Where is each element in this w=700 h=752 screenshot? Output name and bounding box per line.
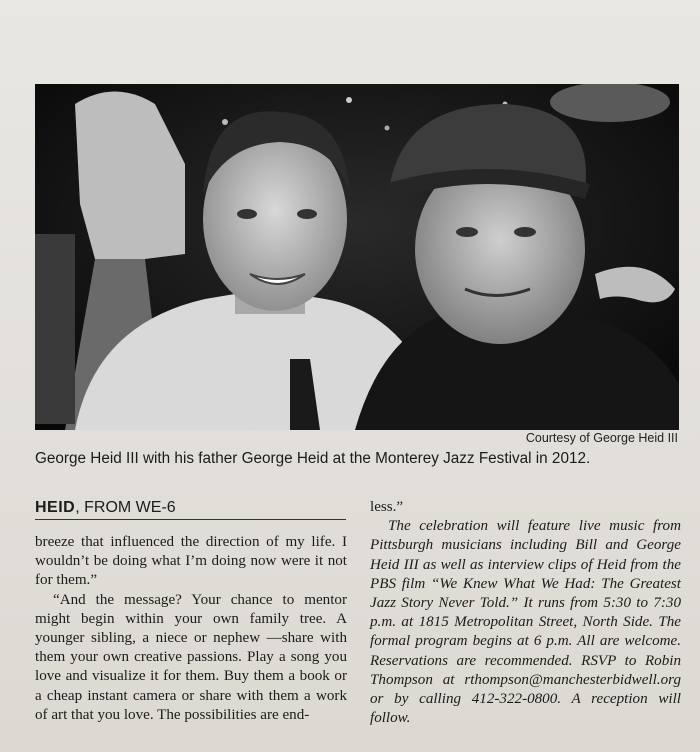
article-column-1 [35, 533, 347, 725]
photo-caption: George Heid III with his father George Heid at the Monterey Jazz Festival in 2012. [35, 450, 591, 467]
jump-header-rest: , FROM WE-6 [75, 499, 176, 516]
article-column-2 [370, 498, 681, 728]
jump-header-name: HEID [35, 499, 76, 516]
column-1-paragraph-2: “And the message? Your chance to mentor might begin within your own family tree. A younger sibling, a niece or nephew —share with them your own creative passions. Play a song you love and visualize it for them. Buy them a book or a cheap instant camera or share with them a work of art that you love. The possibilities are end- [35, 591, 347, 723]
column-2-paragraph-1: less.” [370, 499, 404, 515]
column-1-paragraph-1: breeze that influenced the direction of my life. I wouldn’t be doing what I’m doing now were it not for them.” [35, 534, 347, 589]
photo-credit: Courtesy of George Heid III [525, 431, 678, 445]
jump-header [35, 499, 346, 520]
photo-illustration [35, 84, 679, 430]
photo [35, 84, 679, 430]
column-2-paragraph-2: The celebration will feature live music from Pittsburgh musicians including Bill and George Heid III as well as interview clips of Heid from the PBS film “We Knew What We Had: The Greatest Jazz Story Never Told.” It runs from 5:30 to 7:30 p.m. at 1815 Metropolitan Street, North Side. The formal program begins at 6 p.m. All are welcome. Reservations are recommended. RSVP to Robin Thompson at rthompson@manchesterbidwell.org or by calling 412-322-0800. A reception will follow. [370, 518, 681, 727]
